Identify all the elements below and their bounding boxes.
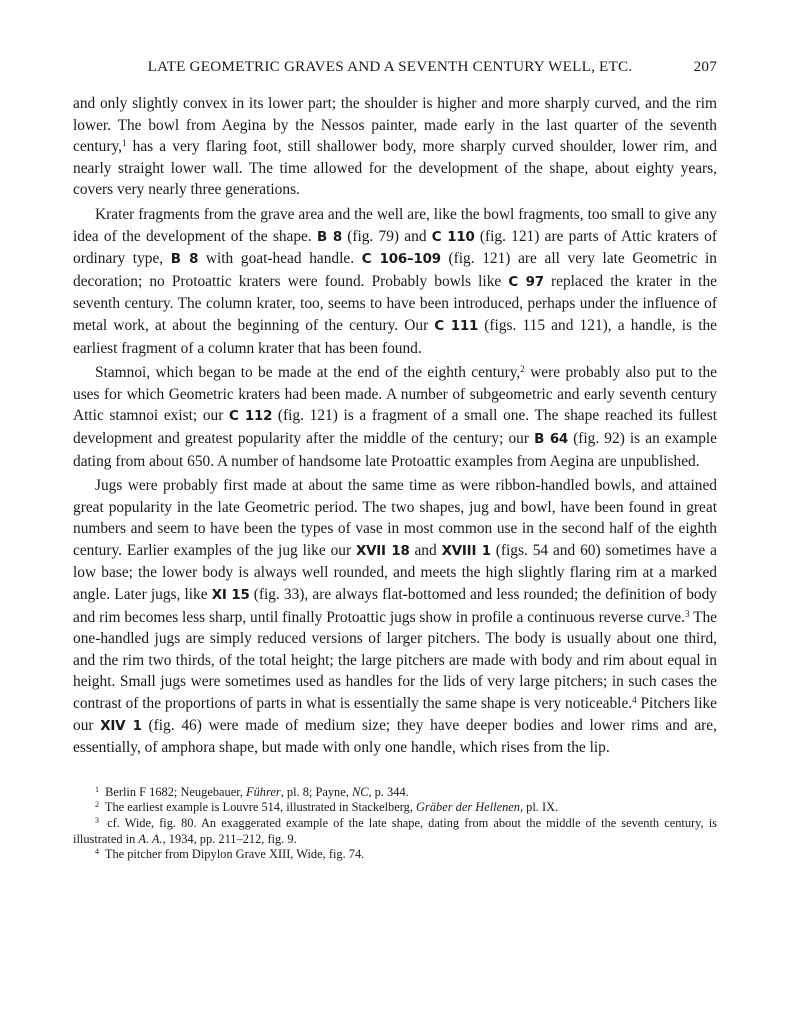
- text-run: were probably also put to the uses for which Geometric kraters had been made. A number of subgeometric and early seventh century Attic stamnoi exist; our: [73, 364, 718, 425]
- text-run: Stamnoi, which began to be made at the end of the eighth century,: [95, 364, 521, 382]
- text-run: (fig. 33), are always flat-bottomed and less rounded; the definition of body and rim becomes less sharp, until finally Protoattic jugs show in profile a continuous reverse curve.: [73, 586, 717, 626]
- text-run: (fig. 121) is a fragment of a small one. The shape reached its fullest development and greatest popularity after the middle of the century; our: [73, 407, 717, 447]
- text-run: cf. Wide, fig. 80. An exaggerated example of the late shape, dating from about the middle of the seventh century, is illustrated in: [73, 816, 717, 846]
- text-run: , pl. IX.: [519, 800, 559, 815]
- text-run: with goat-head handle.: [198, 250, 362, 268]
- catalog-reference: C 97: [508, 274, 544, 290]
- footnote: [73, 847, 717, 863]
- text-run: , pl. 8; Payne,: [280, 784, 352, 799]
- running-title: LATE GEOMETRIC GRAVES AND A SEVENTH CENTURY WELL, ETC.: [147, 58, 633, 75]
- footnotes: [73, 785, 717, 863]
- catalog-reference: B 8: [170, 252, 199, 268]
- text-run: The earliest example is Louvre 514, illustrated in Stackelberg,: [102, 800, 417, 815]
- footnote-marker: 3: [684, 608, 690, 619]
- text-run: Jugs were probably first made at about the same time as were ribbon-handled bowls, and attained great popularity in the late Geometric period. The two shapes, jug and bowl, have been found in great numbers and seem to have been the types of vase in most common use in the second half of the eighth century. Earlier examples of the jug like our: [73, 477, 717, 559]
- text-run: Berlin F 1682; Neugebauer,: [102, 784, 247, 799]
- footnote: [73, 816, 717, 847]
- page: [73, 58, 717, 863]
- text-run: (fig. 121) are all very late Geometric in decoration; no Protoattic kraters were found. Probably bowls like: [73, 250, 717, 290]
- paragraph: [73, 93, 717, 201]
- catalog-reference: C 112: [229, 409, 273, 425]
- footnote-marker: 4: [632, 695, 637, 706]
- footnote-marker: 1: [122, 138, 127, 149]
- catalog-reference: XVII 18: [355, 543, 410, 559]
- text-run: replaced the krater in the seventh century. The column krater, too, seems to have been introduced, perhaps under the influence of metal work, at about the beginning of the century. Our: [73, 272, 717, 334]
- catalog-reference: XI 15: [211, 588, 250, 604]
- text-run: (fig. 79) and: [341, 227, 432, 245]
- catalog-reference: C 106–109: [361, 252, 441, 268]
- footnote-marker: 3: [95, 816, 99, 825]
- italic-title: NC: [351, 784, 369, 799]
- text-run: and: [409, 541, 442, 559]
- catalog-reference: C 111: [434, 318, 479, 334]
- italic-title: A. A.: [138, 831, 163, 846]
- text-run: (figs. 115 and 121), a handle, is the earliest fragment of a column krater that has been found.: [73, 316, 717, 357]
- body-text: [73, 93, 717, 759]
- text-run: (fig. 92) is an example dating from about 650. A number of handsome late Protoattic examples from Aegina are unpublished.: [73, 429, 718, 470]
- footnote-marker: 2: [520, 364, 525, 375]
- running-header: [73, 58, 717, 76]
- text-run: The pitcher from Dipylon Grave XIII, Wide, fig. 74.: [102, 847, 365, 862]
- footnote-marker: 4: [95, 847, 99, 857]
- text-run: has a very flaring foot, still shallower body, more sharply curved shoulder, lower rim, and nearly straight lower wall. The time allowed for the development of the shape, about eighty years, covers very nearly three generations.: [73, 138, 717, 199]
- italic-title: Führer: [246, 784, 281, 799]
- footnote: [73, 785, 717, 801]
- text-run: Pitchers like our: [73, 695, 718, 734]
- catalog-reference: XIV 1: [100, 718, 142, 734]
- footnote-marker: 1: [95, 784, 99, 794]
- page-number: 207: [693, 58, 717, 75]
- text-run: (fig. 46) were made of medium size; they have deeper bodies and lower rims and are, essentially, of amphora shape, but made with only one handle, which rises from the lip.: [73, 716, 717, 757]
- catalog-reference: XVIII 1: [441, 543, 491, 559]
- catalog-reference: B 8: [316, 229, 342, 245]
- footnote: [73, 800, 717, 816]
- paragraph: [73, 204, 717, 359]
- italic-title: Gräber der Hellenen: [416, 800, 520, 815]
- text-run: and only slightly convex in its lower part; the shoulder is higher and more sharply curved, and the rim lower. The bowl from Aegina by the Nessos painter, made early in the last quarter of the seventh century,: [73, 95, 717, 156]
- text-run: , 1934, pp. 211–212, fig. 9.: [162, 831, 297, 846]
- catalog-reference: C 110: [431, 229, 475, 245]
- paragraph: [73, 475, 717, 759]
- text-run: (figs. 54 and 60) sometimes have a low base; the lower body is always well rounded, and meets the high slightly flaring rim at a marked angle. Later jugs, like: [73, 541, 717, 604]
- text-run: Krater fragments from the grave area and the well are, like the bowl fragments, too small to give any idea of the development of the shape.: [73, 205, 717, 245]
- text-run: , p. 344.: [368, 784, 409, 799]
- catalog-reference: B 64: [534, 431, 569, 447]
- text-run: (fig. 121) are parts of Attic kraters of ordinary type,: [73, 227, 717, 268]
- paragraph: [73, 362, 717, 472]
- text-run: The one-handled jugs are simply reduced versions of larger pitchers. The body is usually about one third, and the rim two thirds, of the total height; the large pitchers are made with body and rim about equal in height. Small jugs were sometimes used as handles for the lids of very large pitchers; in such cases the contrast of the proportions of parts in what is essentially the same shape is very noticeable.: [73, 608, 718, 713]
- footnote-marker: 2: [95, 800, 99, 810]
